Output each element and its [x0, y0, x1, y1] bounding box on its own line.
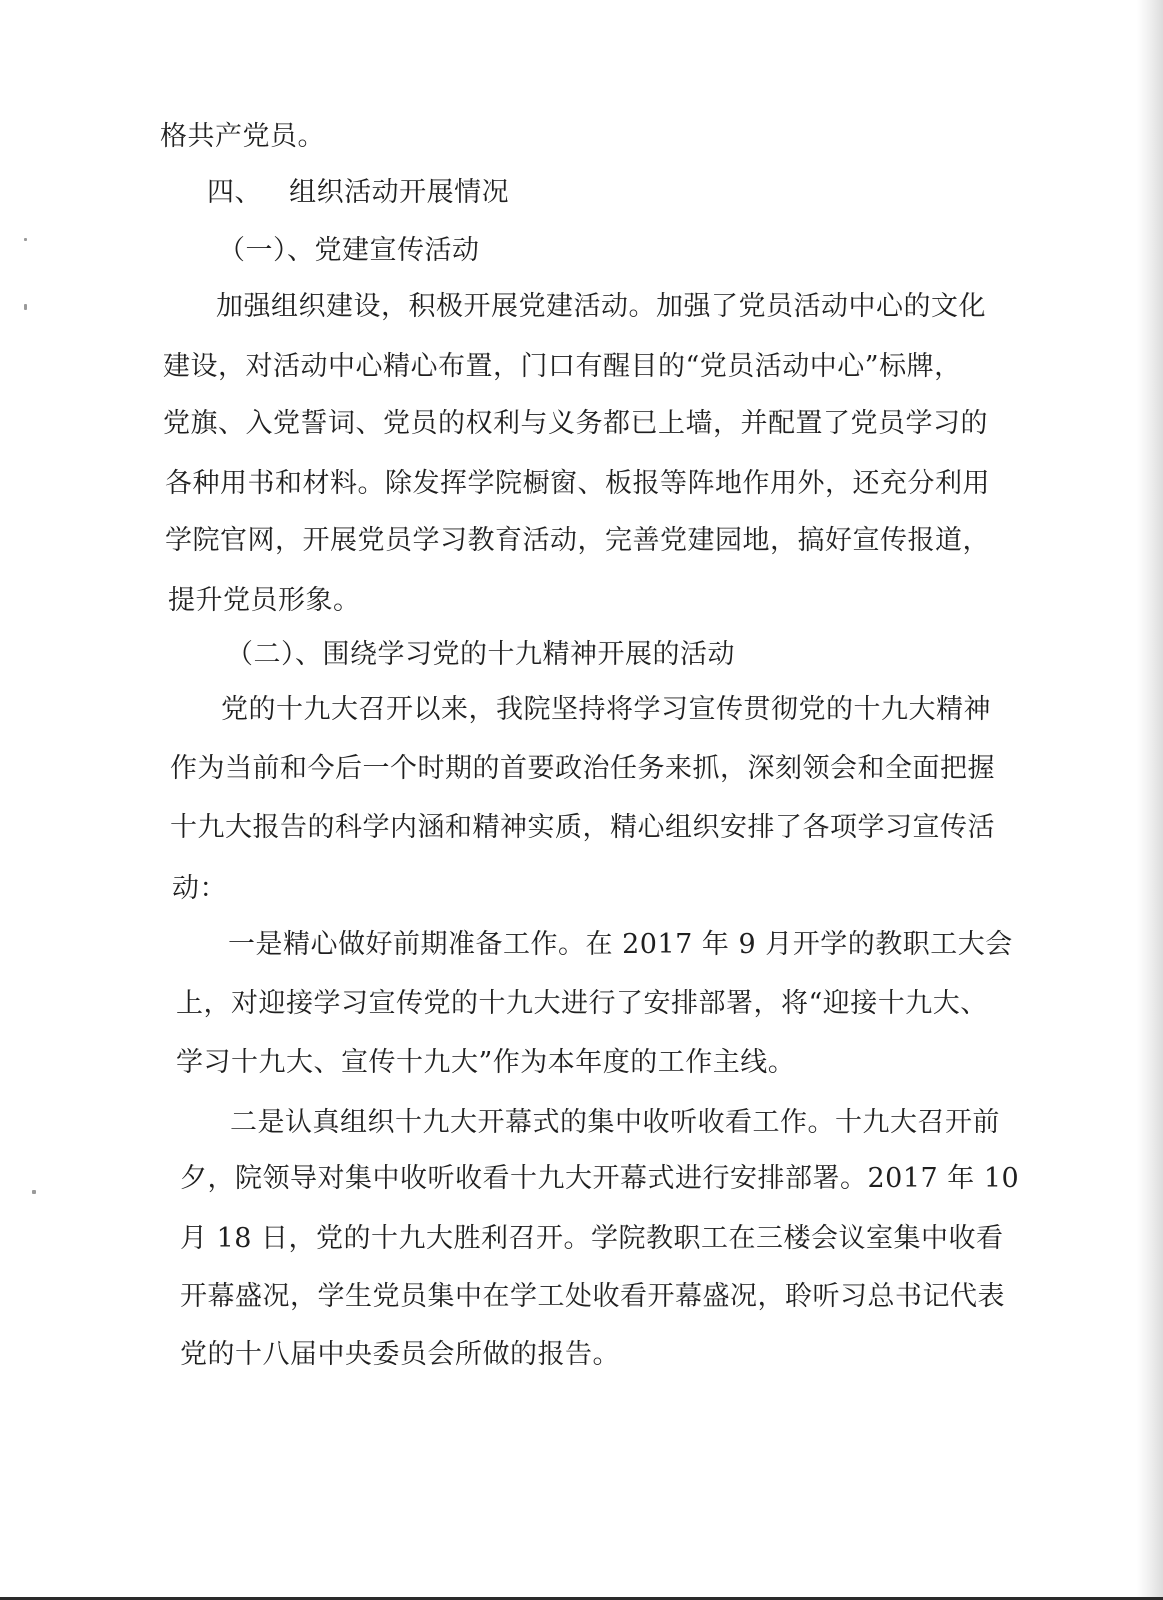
- paragraph-line: 月 18 日，党的十九大胜利召开。学院教职工在三楼会议室集中收看: [180, 1223, 1004, 1254]
- paragraph-line: 上，对迎接学习宣传党的十九大进行了安排部署，将“迎接十九大、: [176, 988, 988, 1019]
- scan-speck: [24, 304, 27, 310]
- scan-speck: [24, 238, 27, 241]
- text-line: 格共产党员。: [160, 121, 325, 152]
- paragraph-line: 夕，院领导对集中收听收看十九大开幕式进行安排部署。2017 年 10: [180, 1163, 1020, 1194]
- scan-shadow-right: [1137, 0, 1163, 1600]
- paragraph-line: 各种用书和材料。除发挥学院橱窗、板报等阵地作用外，还充分利用: [165, 468, 990, 499]
- paragraph-line: 一是精心做好前期准备工作。在 2017 年 9 月开学的教职工大会: [228, 929, 1013, 960]
- paragraph-line: 加强组织建设，积极开展党建活动。加强了党员活动中心的文化: [216, 291, 986, 322]
- subsection-heading: （二）、围绕学习党的十九精神开展的活动: [226, 639, 735, 670]
- paragraph-line: 学院官网，开展党员学习教育活动，完善党建园地，搞好宣传报道，: [165, 525, 990, 556]
- subsection-heading: （一）、党建宣传活动: [218, 235, 480, 266]
- paragraph-line: 学习十九大、宣传十九大”作为本年度的工作主线。: [176, 1047, 796, 1078]
- paragraph-line: 动：: [172, 873, 227, 904]
- paragraph-line: 开幕盛况，学生党员集中在学工处收看开幕盛况，聆听习总书记代表: [180, 1281, 1005, 1312]
- scan-speck: [32, 1190, 36, 1194]
- paragraph-line: 二是认真组织十九大开幕式的集中收听收看工作。十九大召开前: [230, 1107, 1000, 1138]
- paragraph-line: 党旗、入党誓词、党员的权利与义务都已上墙，并配置了党员学习的: [163, 408, 988, 439]
- section-heading: 四、 组织活动开展情况: [207, 177, 510, 208]
- paragraph-line: 十九大报告的科学内涵和精神实质，精心组织安排了各项学习宣传活: [170, 812, 995, 843]
- paragraph-line: 党的十八届中央委员会所做的报告。: [180, 1339, 620, 1370]
- paragraph-line: 提升党员形象。: [168, 585, 361, 616]
- paragraph-line: 建设，对活动中心精心布置，门口有醒目的“党员活动中心”标牌，: [163, 351, 962, 382]
- paragraph-line: 作为当前和今后一个时期的首要政治任务来抓，深刻领会和全面把握: [170, 753, 995, 784]
- paragraph-line: 党的十九大召开以来，我院坚持将学习宣传贯彻党的十九大精神: [221, 694, 991, 725]
